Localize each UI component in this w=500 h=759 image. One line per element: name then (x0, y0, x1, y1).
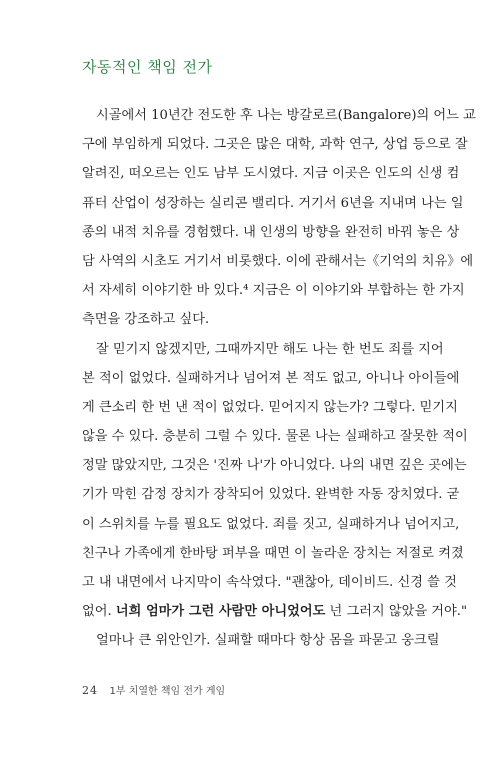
text-span: 넌 그러지 않았을 거야." (325, 604, 468, 620)
text-span: 없어. (82, 604, 116, 620)
text-line: 서 자세히 이야기한 바 있다.⁴ 지금은 이 이야기와 부합하는 한 가지 (82, 283, 465, 299)
text-line: 얼마나 큰 위안인가. 실패할 때마다 항상 몸을 파묻고 웅크릴 (96, 633, 440, 649)
paragraph-1 (82, 101, 476, 335)
page-footer (82, 682, 225, 697)
paragraph-3 (82, 626, 440, 655)
text-line: 알려진, 떠오르는 인도 남부 도시였다. 지금 이곳은 인도의 신생 컴 (82, 166, 460, 182)
text-line: 게 큰소리 한 번 낸 적이 없었다. 믿어지지 않는가? 그렇다. 믿기지 (82, 399, 458, 415)
text-line-emphasis (82, 597, 468, 626)
body-text (82, 101, 476, 656)
text-line: 고 내 내면에서 나지막이 속삭였다. "괜찮아, 데이비드. 신경 쓸 것 (82, 575, 457, 590)
text-line: 본 적이 없었다. 실패하거나 넘어져 본 적도 없고, 아니나 아이들에 (82, 370, 460, 386)
text-line: 시골에서 10년간 전도한 후 나는 방갈로르(Bangalore)의 어느 교 (96, 108, 476, 123)
running-title: 1부 치열한 책임 전가 게임 (109, 686, 226, 697)
text-line: 담 사역의 시초도 거기서 비롯했다. 이에 관해서는《기억의 치유》에 (82, 253, 474, 269)
text-line: 정말 많았지만, 그것은 '진짜 나'가 아니었다. 나의 내면 깊은 곳에는 (82, 458, 467, 474)
paragraph-2 (82, 335, 468, 627)
bold-phrase: 너희 엄마가 그런 사람만 아니었어도 (115, 604, 326, 620)
text-line: 구에 부임하게 되었다. 그곳은 많은 대학, 과학 연구, 상업 등으로 잘 (82, 137, 468, 153)
text-line: 잘 믿기지 않겠지만, 그때까지만 해도 나는 한 번도 죄를 지어 (96, 341, 444, 357)
text-line: 퓨터 산업이 성장하는 실리콘 밸리다. 거기서 6년을 지내며 나는 일 (82, 195, 464, 211)
text-line: 이 스위치를 누를 필요도 없었다. 죄를 짓고, 실패하거나 넘어지고, (82, 516, 460, 532)
text-line: 않을 수 있다. 충분히 그럴 수 있다. 물론 나는 실패하고 잘못한 적이 (82, 429, 468, 445)
text-line: 기가 막힌 감정 장치가 장착되어 있었다. 완벽한 자동 장치였다. 굳 (82, 487, 460, 503)
text-line: 측면을 강조하고 싶다. (82, 312, 210, 328)
text-line: 종의 내적 치유를 경험했다. 내 인생의 방향을 완전히 바꿔 놓은 상 (82, 224, 460, 240)
section-heading: 자동적인 책임 전가 (82, 58, 213, 76)
page-number: 24 (82, 684, 98, 697)
text-line: 친구나 가족에게 한바탕 퍼부을 때면 이 놀라운 장치는 저절로 켜졌 (82, 545, 464, 561)
